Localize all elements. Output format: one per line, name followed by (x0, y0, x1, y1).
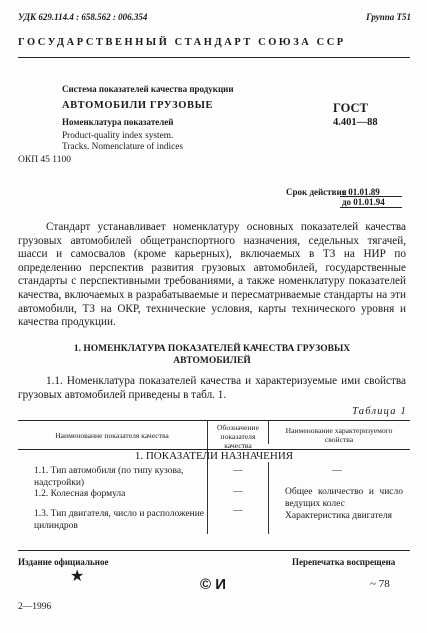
intro-paragraph: Стандарт устанавливает номенклатуру основных показателей качества грузовых автомобилей общетранспортного назначения, седельных тягачей, шасси и самосвалов (кроме карьерных), включаемых в ТЗ на НИР по определению перспектив развития грузовых автомобилей, государственные стандарты с перспективными требованиями, а также номенклатуру показателей качества, включаемых в разрабатываемые и пересматриваемые стандарты на эти автомобили, ТЗ на ОКР, технические условия, карты технического уровня и качества продукции. (18, 221, 406, 329)
page-mark: ~ 78 (370, 578, 390, 590)
print-code: 2—1996 (18, 602, 52, 612)
okp-code: ОКП 45 1100 (18, 155, 71, 165)
table-row-3-property: Характеристика двигателя (285, 511, 393, 521)
table-group-title: 1. ПОКАЗАТЕЛИ НАЗНАЧЕНИЯ (134, 450, 294, 462)
table-row-2-designation: — (233, 487, 243, 497)
document-subtitle: Номенклатура показателей (62, 117, 174, 127)
english-title-line1: Product-quality index system. (62, 131, 174, 141)
copyright-mark: © И (200, 576, 227, 593)
udk-code: УДК 629.114.4 : 658.562 : 006.354 (18, 12, 148, 22)
reprint-notice: Перепечатка воспрещена (292, 557, 396, 567)
table-row-2-property: Общее количество и число ведущих колес (285, 487, 403, 509)
table-col-divider-1 (207, 420, 208, 534)
gost-label: ГОСТ (333, 101, 368, 115)
table-row-3-name: 1.3. Тип двигателя, число и расположение цилиндров (34, 509, 204, 531)
section-title-line1: 1. НОМЕНКЛАТУРА ПОКАЗАТЕЛЕЙ КАЧЕСТВА ГРУЗОВЫХ (73, 344, 351, 354)
section-paragraph: 1.1. Номенклатура показателей качества и характеризуемые ими свойства грузовых автомобилей приведены в табл. 1. (18, 375, 406, 401)
table-caption: Таблица 1 (352, 406, 407, 417)
section-title (18, 343, 406, 367)
table-row-1-designation: — (233, 466, 243, 476)
header-rule (18, 57, 410, 58)
gost-number: 4.401—88 (333, 117, 378, 128)
validity-to: до 01.01.94 (342, 197, 385, 207)
table-row-2-name: 1.2. Колесная формула (34, 489, 126, 499)
table-header-property: Наименование характеризуемого свойства (285, 426, 393, 444)
validity-label: Срок действия (286, 187, 347, 197)
table-top-rule (18, 420, 410, 421)
table-row-3-designation: — (233, 506, 243, 516)
english-title (62, 131, 183, 152)
table-col-divider-2 (268, 420, 269, 444)
table-header-designation: Обозначение показателя качества (217, 423, 259, 450)
table-row-1-property: — (332, 466, 342, 476)
table-header-name: Наименование показателя качества (55, 431, 169, 440)
table-row-1-name: 1.1. Тип автомобиля (по типу кузова, надстройки) (34, 466, 184, 488)
table-col-divider-2b (268, 462, 269, 534)
state-standard-heading: ГОСУДАРСТВЕННЫЙ СТАНДАРТ СОЮЗА ССР (18, 37, 346, 48)
english-title-line2: Tracks. Nomenclature of indices (62, 141, 184, 152)
official-edition: Издание официальное (18, 557, 109, 567)
document-title: АВТОМОБИЛИ ГРУЗОВЫЕ (62, 100, 214, 111)
validity-from: с 01.01.89 (342, 187, 380, 197)
system-title: Система показателей качества продукции (62, 84, 234, 94)
star-icon: ★ (70, 568, 85, 585)
footer-rule (18, 550, 410, 551)
validity-rule-2 (340, 207, 402, 208)
section-title-line2: АВТОМОБИЛЕЙ (173, 356, 251, 366)
group-code: Группа Т51 (366, 12, 411, 22)
